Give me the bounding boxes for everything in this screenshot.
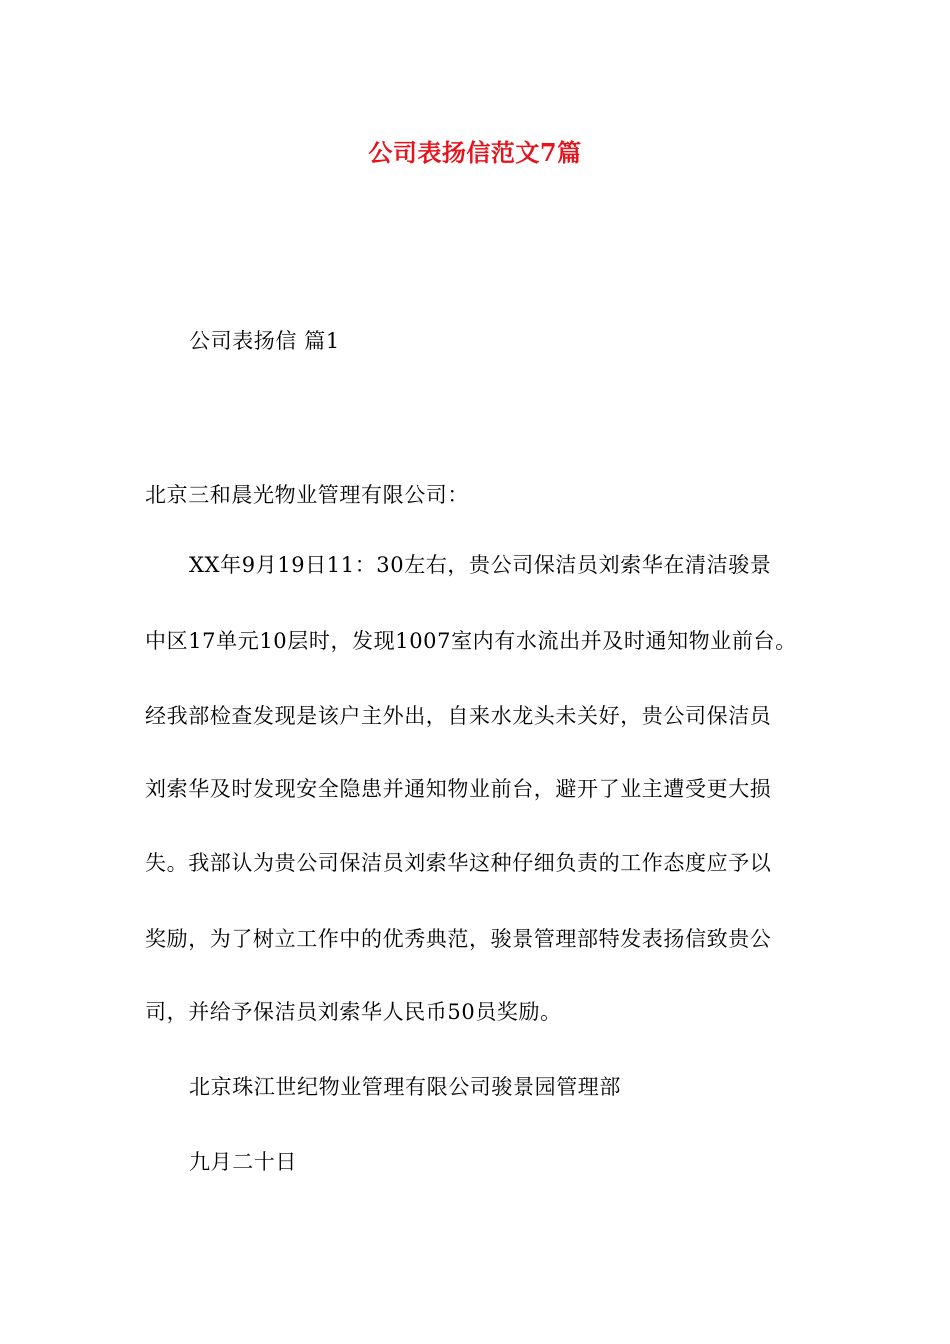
letter-date: 九月二十日: [189, 1150, 297, 1174]
body-line: 奖励，为了树立工作中的优秀典范，骏景管理部特发表扬信致贵公: [145, 927, 772, 951]
document-title: 公司表扬信范文7篇: [368, 138, 582, 167]
section-heading: 公司表扬信 篇1: [189, 329, 340, 353]
body-line: 失。我部认为贵公司保洁员刘索华这种仔细负责的工作态度应予以: [145, 851, 772, 875]
body-line: 刘索华及时发现安全隐患并通知物业前台，避开了业主遭受更大损: [145, 777, 772, 801]
salutation: 北京三和晨光物业管理有限公司：: [145, 483, 469, 507]
body-line: XX年9月19日11：30左右，贵公司保洁员刘索华在清洁骏景: [189, 553, 772, 577]
body-line: 中区17单元10层时，发现1007室内有水流出并及时通知物业前台。: [145, 629, 797, 653]
signature: 北京珠江世纪物业管理有限公司骏景园管理部: [189, 1075, 621, 1099]
body-line: 司，并给予保洁员刘索华人民币50员奖励。: [145, 1000, 562, 1024]
body-line: 经我部检查发现是该户主外出，自来水龙头未关好，贵公司保洁员: [145, 704, 772, 728]
